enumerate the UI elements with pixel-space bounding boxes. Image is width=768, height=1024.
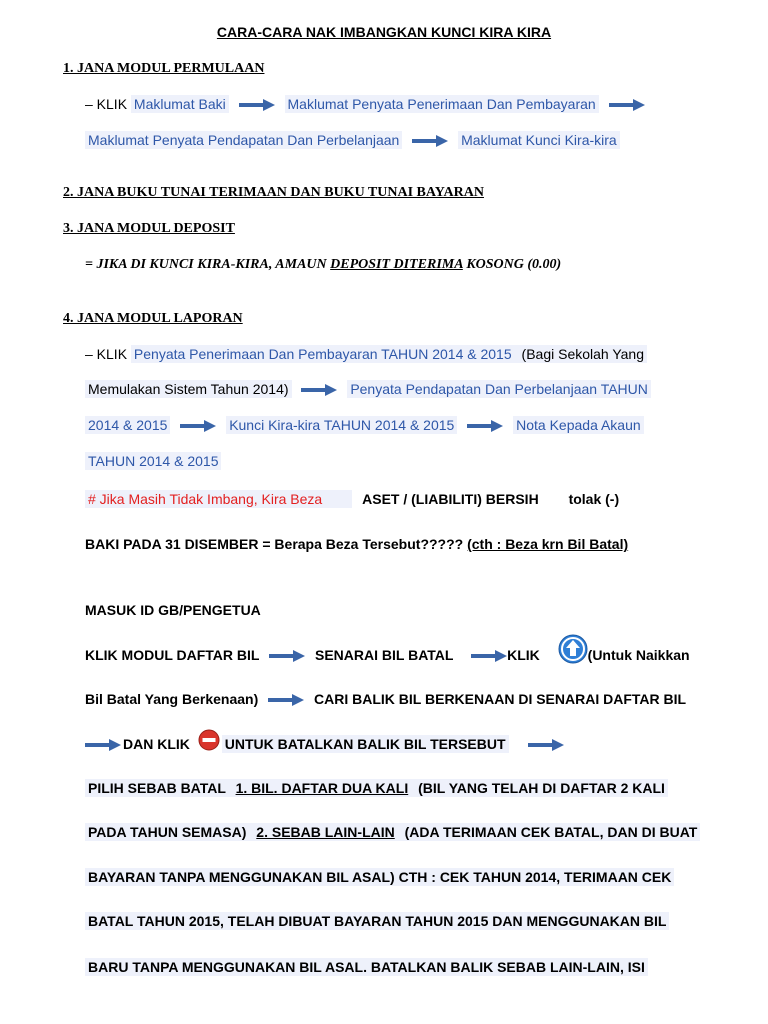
- right-arrow-icon: [268, 694, 304, 706]
- report-kunci-kira-kira: Kunci Kira-kira TAHUN 2014 & 2015: [226, 416, 457, 434]
- section-4-line-4: [85, 452, 221, 470]
- pilih-text-3: BAYARAN TANPA MENGGUNAKAN BIL ASAL) CTH : CEK TAHUN 2014, TERIMAAN CEK: [85, 868, 674, 886]
- no-entry-icon: [198, 729, 220, 751]
- klik-label: – KLIK: [85, 346, 128, 362]
- section-3-note: [85, 256, 561, 274]
- right-arrow-icon: [85, 739, 121, 751]
- section-1-line-1: [85, 95, 651, 113]
- sebab-2-desc: (ADA TERIMAAN CEK BATAL, DAN DI BUAT: [398, 823, 701, 841]
- tolak-label: tolak (-): [568, 491, 620, 507]
- klik-label: – KLIK: [85, 96, 128, 112]
- report-nota-kepada-akaun: Nota Kepada Akaun: [513, 416, 644, 434]
- right-arrow-icon: [239, 99, 275, 111]
- sebab-lain-lain: 2. SEBAB LAIN-LAIN: [253, 823, 397, 841]
- right-arrow-icon: [301, 384, 337, 396]
- note-part-3: KOSONG (0.00): [462, 257, 562, 272]
- baki-text: BAKI PADA 31 DISEMBER = Berapa Beza Tersebut?????: [85, 536, 468, 552]
- step-senarai-bil-batal: SENARAI BIL BATAL: [315, 647, 454, 663]
- section-3-heading: 3. JANA MODUL DEPOSIT: [63, 221, 235, 236]
- pilih-tahun-semasa: PADA TAHUN SEMASA): [85, 823, 253, 841]
- step-dan-klik: DAN KLIK: [123, 736, 190, 752]
- report-note-sekolah: (Bagi Sekolah Yang: [515, 345, 647, 363]
- section-2-heading: 2. JANA BUKU TUNAI TERIMAAN DAN BUKU TUNAI BAYARAN: [63, 185, 484, 200]
- report-year: 2014 & 2015: [85, 416, 170, 434]
- step-daftar-bil: KLIK MODUL DAFTAR BIL: [85, 647, 260, 663]
- report-year-2: TAHUN 2014 & 2015: [85, 452, 221, 470]
- step-untuk-batalkan: UNTUK BATALKAN BALIK BIL TERSEBUT: [222, 735, 509, 753]
- note-part-1: = JIKA DI KUNCI KIRA-KIRA, AMAUN: [85, 257, 331, 272]
- section-4-line-1: [85, 345, 647, 363]
- right-arrow-icon: [471, 650, 507, 662]
- step-line-1: [85, 646, 690, 664]
- step-kunci-kira-kira: Maklumat Kunci Kira-kira: [458, 131, 620, 149]
- report-penyata-pendapatan: Penyata Pendapatan Dan Perbelanjaan TAHUN: [347, 380, 651, 398]
- right-arrow-icon: [180, 420, 216, 432]
- page-title: CARA-CARA NAK IMBANGKAN KUNCI KIRA KIRA: [216, 24, 552, 40]
- right-arrow-icon: [269, 650, 305, 662]
- right-arrow-icon: [412, 135, 448, 147]
- baki-example: (cth : Beza krn Bil Batal): [467, 536, 629, 552]
- report-note-sistem: Memulakan Sistem Tahun 2014): [85, 380, 292, 398]
- step-klik: KLIK: [507, 647, 540, 663]
- section-4-line-2: [85, 380, 651, 398]
- pilih-text-5: BARU TANPA MENGGUNAKAN BIL ASAL. BATALKAN BALIK SEBAB LAIN-LAIN, ISI: [85, 958, 648, 976]
- step-cari-balik: CARI BALIK BIL BERKENAAN DI SENARAI DAFTAR BIL: [314, 691, 687, 707]
- right-arrow-icon: [528, 739, 564, 751]
- step-maklumat-baki: Maklumat Baki: [131, 95, 229, 113]
- right-arrow-icon: [467, 420, 503, 432]
- pilih-line-3: [85, 868, 674, 886]
- section-4-heading: 4. JANA MODUL LAPORAN: [63, 311, 243, 326]
- step-penyata-pendapatan: Maklumat Penyata Pendapatan Dan Perbelanjaan: [85, 131, 402, 149]
- pilih-text-4: BATAL TAHUN 2015, TELAH DIBUAT BAYARAN TAHUN 2015 DAN MENGGUNAKAN BIL: [85, 912, 669, 930]
- sebab-1-desc: (BIL YANG TELAH DI DAFTAR 2 KALI: [411, 779, 668, 797]
- step-bil-batal-berkenaan: Bil Batal Yang Berkenaan): [85, 691, 259, 707]
- step-untuk-naikkan: (Untuk Naikkan: [587, 647, 690, 663]
- pilih-line-1: [85, 779, 668, 797]
- tidak-imbang-note: # Jika Masih Tidak Imbang, Kira Beza: [85, 490, 352, 508]
- report-penyata-penerimaan: Penyata Penerimaan Dan Pembayaran TAHUN 2014 & 2015: [131, 345, 515, 363]
- step-penyata-penerimaan: Maklumat Penyata Penerimaan Dan Pembayaran: [285, 95, 599, 113]
- step-line-3: [85, 735, 570, 753]
- up-arrow-circle-icon: [558, 634, 588, 664]
- baki-line: [85, 535, 628, 553]
- note-deposit-diterima: DEPOSIT DITERIMA: [330, 257, 463, 272]
- pilih-sebab-batal: PILIH SEBAB BATAL: [85, 779, 233, 797]
- right-arrow-icon: [609, 99, 645, 111]
- sebab-daftar-dua-kali: 1. BIL. DAFTAR DUA KALI: [233, 779, 412, 797]
- section-1-heading: 1. JANA MODUL PERMULAAN: [63, 61, 265, 76]
- pilih-line-2: [85, 823, 700, 841]
- step-line-2: [85, 690, 686, 708]
- pilih-line-5: [85, 958, 648, 976]
- beza-line: [85, 490, 619, 508]
- masuk-id-line: MASUK ID GB/PENGETUA: [85, 602, 261, 618]
- section-1-line-2: [85, 131, 620, 149]
- aset-bersih-label: ASET / (LIABILITI) BERSIH: [362, 491, 539, 507]
- pilih-line-4: [85, 912, 669, 930]
- section-4-line-3: [85, 416, 644, 434]
